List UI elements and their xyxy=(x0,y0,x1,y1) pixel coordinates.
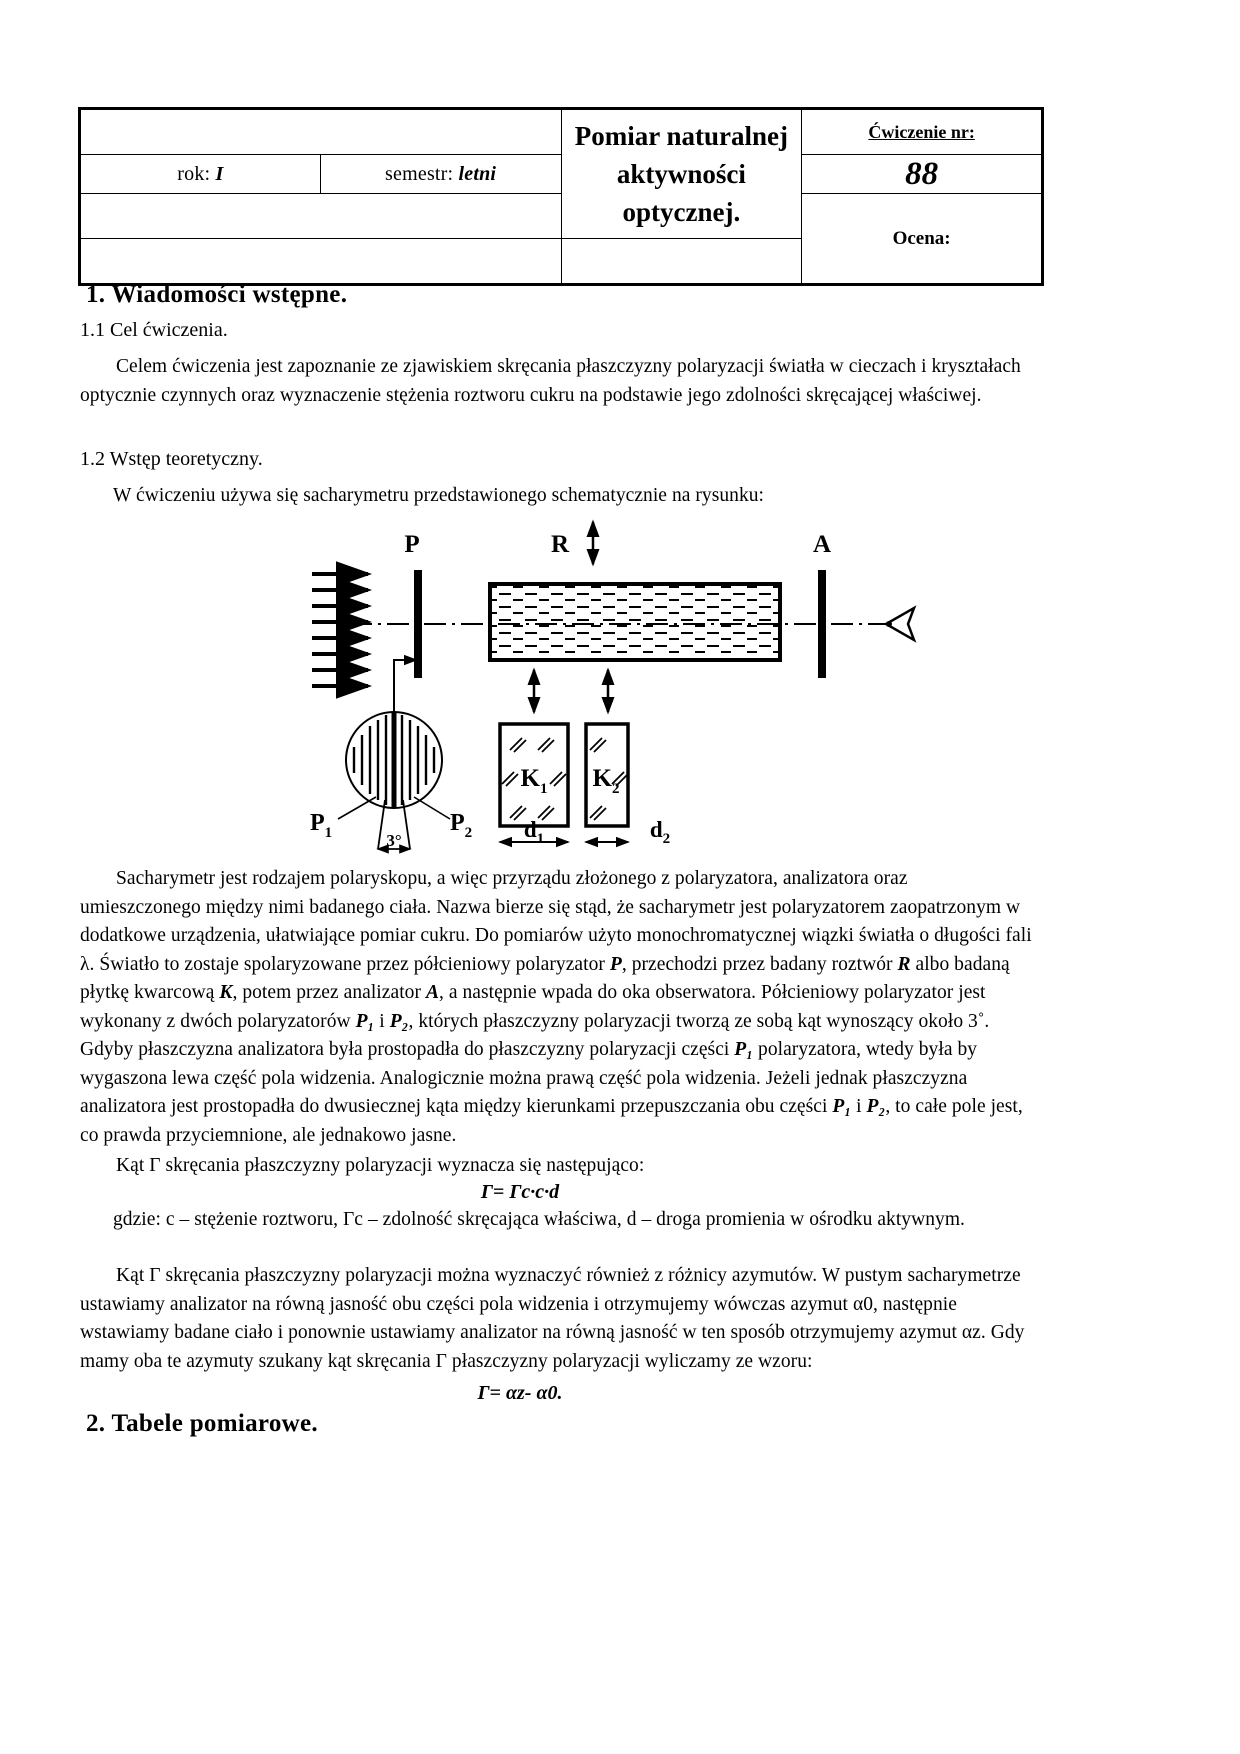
incident-light-rays xyxy=(312,574,368,686)
formula-gamma-azymut: Γ= αz- α0. xyxy=(477,1382,563,1404)
observer-eye-icon xyxy=(886,608,914,640)
p1-text-g: , których płaszczyzny polaryzacji tworzą ze sobą kąt wynoszący około 3˚. Gdyby płaszczyzna analizatora była prostopadła do płaszczyzny polaryzacji części xyxy=(80,1010,990,1060)
figure-label-d1: $d_1$ xyxy=(523,817,545,847)
figure-label-P2: $P_2$ xyxy=(450,810,473,841)
polarizer-plate xyxy=(414,570,422,678)
p1-text-a: Sacharymetr jest rodzajem polaryskopu, a więc przyrządu złożonego z polaryzatora, analizatora oraz umieszczonego między nimi badanego ciała. Nazwa bierze się stąd, że sacharymetr jest polaryzatorem zaopatrzonym w dodatkowe urządzenia, ułatwiające pomiar cukru. Do pomiarów użyto monochromatycznej wiązki światła o długości fali λ. Światło to zostaje spolaryzowane przez półcieniowy polaryzator xyxy=(80,868,1032,975)
semester-cell xyxy=(320,155,561,194)
saccharimeter-diagram xyxy=(290,512,950,852)
p1-text-d: , potem przez analizator xyxy=(232,982,426,1003)
halfshade-leader-line xyxy=(394,660,416,712)
p1-text-i: i xyxy=(851,1096,867,1117)
p1-text-h: polaryzatora, wtedy była by wygaszona lewa część pola widzenia. Analogicznie można prawą część pola widzenia. Jeżeli jednak płaszczyzna analizatora jest prostopadła do dwusiecznej kąta między kierunkami przepuszczania obu części xyxy=(80,1039,978,1117)
semester-label: semestr: xyxy=(385,162,454,185)
header-blank-cell-4 xyxy=(561,239,802,285)
p1-text-f: i xyxy=(374,1010,390,1032)
section-1-2-heading: 1.2 Wstęp teoretyczny. xyxy=(80,448,263,470)
report-header-table xyxy=(78,107,1044,286)
paragraph-gdzie: gdzie: c – stężenie roztworu, Γc – zdolność skręcająca właściwa, d – droga promienia w ośrodku aktywnym. xyxy=(113,1209,965,1230)
figure-label-A: A xyxy=(812,531,832,558)
paragraph-kat-gamma: Kąt Γ skręcania płaszczyzny polaryzacji wyznacza się następująco: xyxy=(116,1155,645,1176)
symbol-P2-a: P₂ xyxy=(389,1010,409,1032)
figure-label-P1: $P_1$ xyxy=(310,810,333,841)
formula-gamma-c-d: Γ= Γc·c·d xyxy=(480,1181,560,1203)
paragraph-azymuty: Kąt Γ skręcania płaszczyzny polaryzacji można wyznaczyć również z różnicy azymutów. W pustym sacharymetrze ustawiamy analizator na równą jasność obu części pola widzenia i otrzymujemy wówczas azymut α0, następnie wstawiamy badane ciało i ponownie ustawiamy analizator na równą jasność w ten sposób otrzymujemy azymut αz. Gdy mamy oba te azymuty szukany kąt skręcania Γ płaszczyzny polaryzacji wyliczamy ze wzoru: xyxy=(80,1265,1025,1372)
p1-text-e: , a następnie wpada do oka obserwatora. Półcieniowy polaryzator jest wykonany z dwóch polaryzatorów xyxy=(80,982,986,1032)
exercise-number: 88 xyxy=(802,155,1043,194)
paragraph-sacharymetr xyxy=(80,865,1032,1150)
symbol-P1-c: P₁ xyxy=(832,1096,852,1117)
year-label: rok: xyxy=(177,162,211,185)
P1-leader-line xyxy=(338,797,376,819)
symbol-P: P xyxy=(609,953,622,975)
quartz-plate-K1 xyxy=(500,724,568,826)
section-2-heading: 2. Tabele pomiarowe. xyxy=(86,1410,318,1437)
analyzer-plate xyxy=(818,570,826,678)
p1-text-j: , to całe pole jest, co prawda przyciemnione, ale jednakowo jasne. xyxy=(80,1096,1023,1146)
p1-text-c: albo badaną płytkę kwarcową xyxy=(80,953,1010,1003)
symbol-A: A xyxy=(425,982,439,1003)
quartz-plate-K2 xyxy=(586,724,628,826)
report-title: Pomiar naturalnej aktywności optycznej. xyxy=(561,109,802,239)
symbol-P1-b: P₁ xyxy=(734,1039,754,1060)
figure-label-P: P xyxy=(404,531,420,558)
P2-leader-line xyxy=(414,797,450,819)
header-blank-cell-2 xyxy=(80,194,562,239)
section-1-heading: 1. Wiadomości wstępne. xyxy=(86,281,348,308)
header-blank-cell-3 xyxy=(80,239,562,285)
grade-label: Ocena: xyxy=(802,194,1043,285)
symbol-R: R xyxy=(897,953,911,975)
p1-text-b: , przechodzi przez badany roztwór xyxy=(621,953,898,975)
sample-tube xyxy=(490,584,780,660)
paragraph-wstep-intro: W ćwiczeniu używa się sacharymetru przedstawionego schematycznie na rysunku: xyxy=(113,485,765,506)
symbol-K: K xyxy=(219,982,233,1003)
symbol-P2-b: P₂ xyxy=(866,1096,886,1117)
semester-value: letni xyxy=(458,162,497,185)
saccharimeter-svg xyxy=(290,512,950,857)
figure-label-angle: 3° xyxy=(386,831,402,850)
year-value: I xyxy=(215,162,224,185)
year-cell xyxy=(80,155,321,194)
header-blank-cell-1 xyxy=(80,109,562,155)
paragraph-cel-cwiczenia: Celem ćwiczenia jest zapoznanie ze zjawiskiem skręcania płaszczyzny polaryzacji światła w cieczach i kryształach optycznie czynnych oraz wyznaczenie stężenia roztworu cukru na podstawie jego zdolności skręcającej właściwej. xyxy=(80,356,1021,406)
section-1-1-heading: 1.1 Cel ćwiczenia. xyxy=(80,319,228,341)
exercise-label: Ćwiczenie nr: xyxy=(802,109,1043,155)
figure-label-K1: $K_1$ xyxy=(520,765,548,797)
half-shade-polarizer xyxy=(346,712,442,808)
symbol-P1-a: P₁ xyxy=(355,1010,375,1032)
figure-label-d2: $d_2$ xyxy=(649,817,671,847)
figure-label-K2: $K_2$ xyxy=(592,765,620,797)
figure-label-R: R xyxy=(550,531,570,558)
